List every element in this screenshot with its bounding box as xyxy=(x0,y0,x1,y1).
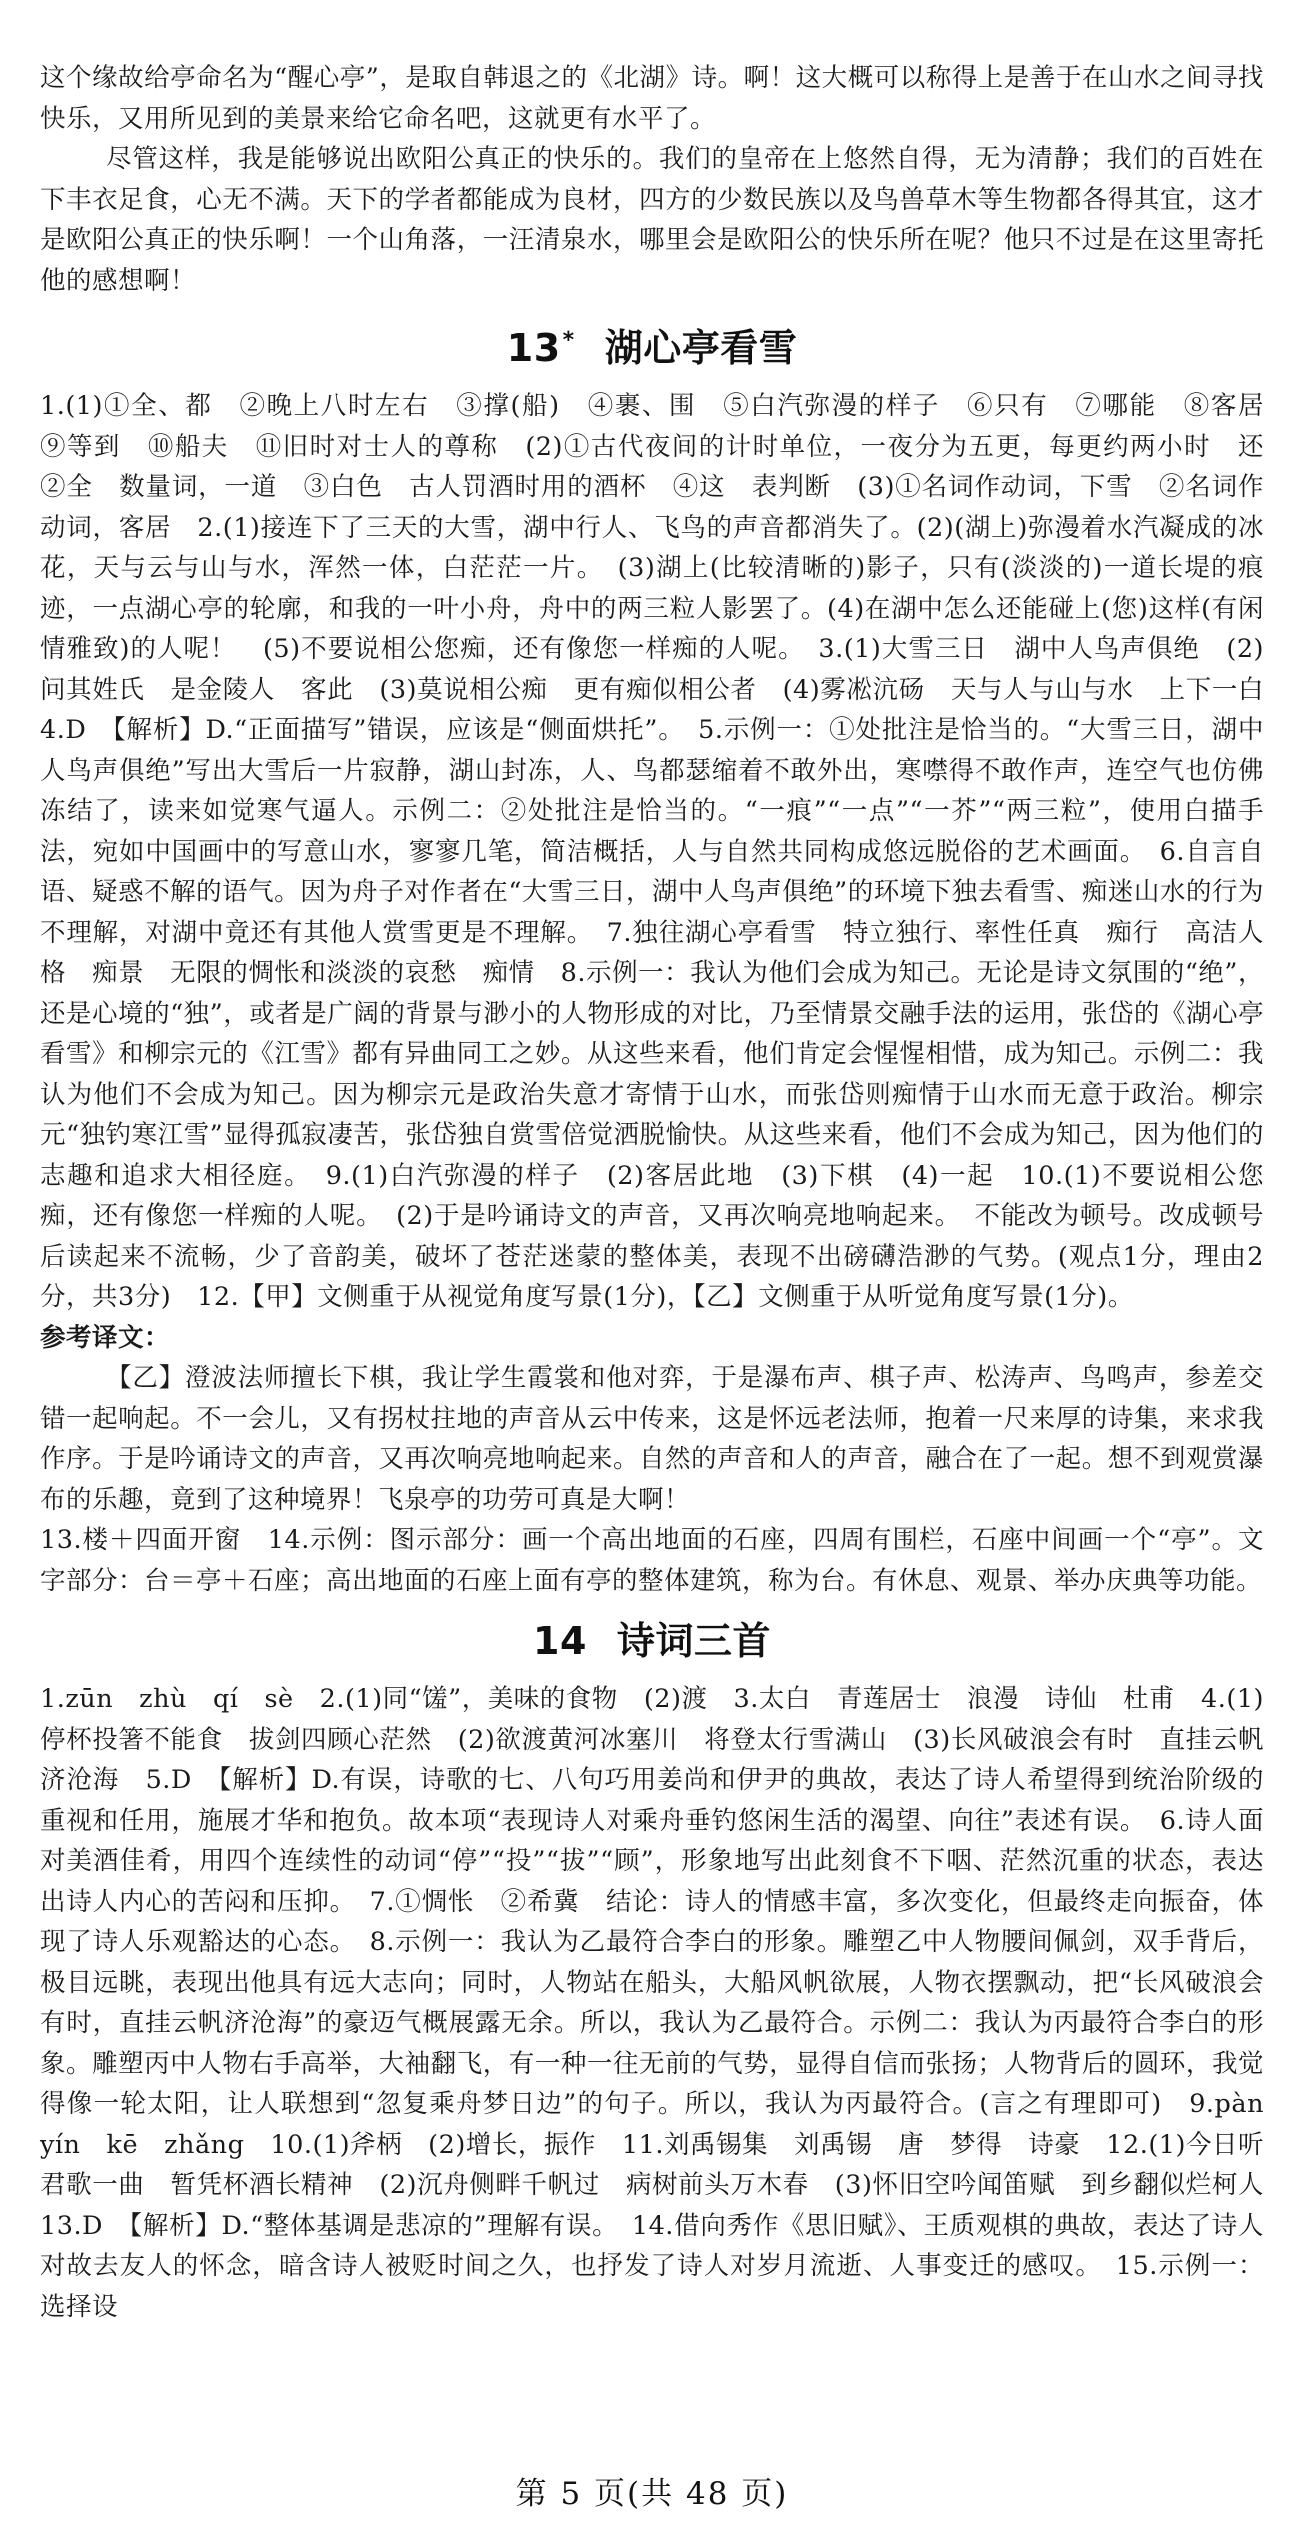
reference-translation-label: 参考译文： xyxy=(40,1322,171,1353)
section-13-tail-answers: 13.楼＋四面开窗 14.示例：图示部分：画一个高出地面的石座，四周有围栏，石座中间画一个“亭”。文字部分：台＝亭＋石座；高出地面的石座上面有亭的整体建筑，称为台。有休息、观景、举办庆典等功能。 xyxy=(40,1525,1264,1596)
section-13-number: 13* xyxy=(506,326,575,370)
intro-paragraph-2: 尽管这样，我是能够说出欧阳公真正的快乐的。我们的皇帝在上悠然自得，无为清静；我们的百姓在下丰衣足食，心无不满。天下的学者都能成为良材，四方的少数民族以及鸟兽草木等生物都各得其宜，这才是欧阳公真正的快乐啊！一个山角落，一汪清泉水，哪里会是欧阳公的快乐所在呢？他只不过是在这里寄托他的感想啊！ xyxy=(40,144,1264,296)
intro-paragraph-1: 这个缘故给亭命名为“醒心亭”，是取自韩退之的《北湖》诗。啊！这大概可以称得上是善于在山水之间寻找快乐，又用所见到的美景来给它命名吧，这就更有水平了。 xyxy=(40,63,1264,134)
section-13-answers: 1.(1)①全、都 ②晚上八时左右 ③撑(船) ④裹、围 ⑤白汽弥漫的样子 ⑥只有 ⑦哪能 ⑧客居 ⑨等到 ⑩船夫 ⑪旧时对士人的尊称 (2)①古代夜间的计时单位，一夜分为五更，每更约两小时 还 ②全 数量词，一道 ③白色 古人罚酒时用的酒杯 ④这 表判断 (3)①名词作动词，下雪 ②名词作动词，客居 2.(1)接连下了三天的大雪，湖中行人、飞鸟的声音都消失了。(2)(湖上)弥漫着水汽凝成的冰花，天与云与山与水，浑然一体，白茫茫一片。 (3)湖上(比较清晰的)影子，只有(淡淡的)一道长堤的痕迹，一点湖心亭的轮廓，和我的一叶小舟，舟中的两三粒人影罢了。(4)在湖中怎么还能碰上(您)这样(有闲情雅致)的人呢！ (5)不要说相公您痴，还有像您一样痴的人呢。 3.(1)大雪三日 湖中人鸟声俱绝 (2)问其姓氏 是金陵人 客此 (3)莫说相公痴 更有痴似相公者 (4)雾凇沆砀 天与人与山与水 上下一白 4.D 【解析】D.“正面描写”错误，应该是“侧面烘托”。 5.示例一：①处批注是恰当的。“大雪三日，湖中人鸟声俱绝”写出大雪后一片寂静，湖山封冻，人、鸟都瑟缩着不敢外出，寒噤得不敢作声，连空气也仿佛冻结了，读来如觉寒气逼人。示例二：②处批注是恰当的。“一痕”“一点”“一芥”“两三粒”，使用白描手法，宛如中国画中的写意山水，寥寥几笔，简洁概括，人与自然共同构成悠远脱俗的艺术画面。 6.自言自语、疑惑不解的语气。因为舟子对作者在“大雪三日，湖中人鸟声俱绝”的环境下独去看雪、痴迷山水的行为不理解，对湖中竟还有其他人赏雪更是不理解。 7.独往湖心亭看雪 特立独行、率性任真 痴行 高洁人格 痴景 无限的惆怅和淡淡的哀愁 痴情 8.示例一：我认为他们会成为知己。无论是诗文氛围的“绝”，还是心境的“独”，或者是广阔的背景与渺小的人物形成的对比，乃至情景交融手法的运用，张岱的《湖心亭看雪》和柳宗元的《江雪》都有异曲同工之妙。从这些来看，他们肯定会惺惺相惜，成为知己。示例二：我认为他们不会成为知己。因为柳宗元是政治失意才寄情于山水，而张岱则痴情于山水而无意于政治。柳宗元“独钓寒江雪”显得孤寂凄苦，张岱独自赏雪倍觉洒脱愉快。从这些来看，他们不会成为知己，因为他们的志趣和追求大相径庭。 9.(1)白汽弥漫的样子 (2)客居此地 (3)下棋 (4)一起 10.(1)不要说相公您痴，还有像您一样痴的人呢。 (2)于是吟诵诗文的声音，又再次响亮地响起来。 不能改为顿号。改成顿号后读起来不流畅，少了音韵美，破坏了苍茫迷蒙的整体美，表现不出磅礴浩渺的气势。(观点1分，理由2分，共3分) 12.【甲】文侧重于从视觉角度写景(1分)，【乙】文侧重于从听觉角度写景(1分)。 xyxy=(40,391,1291,1312)
section-14-number: 14 xyxy=(533,1619,587,1663)
page-footer: 第 5 页(共 48 页) xyxy=(515,2476,789,2512)
section-14-answers: 1.zūn zhù qí sè 2.(1)同“馐”，美味的食物 (2)渡 3.太白 青莲居士 浪漫 诗仙 杜甫 4.(1)停杯投箸不能食 拔剑四顾心茫然 (2)欲渡黄河冰塞川 将登太行雪满山 (3)长风破浪会有时 直挂云帆济沧海 5.D 【解析】D.有误，诗歌的七、八句巧用姜尚和伊尹的典故，表达了诗人希望得到统治阶级的重视和任用，施展才华和抱负。故本项“表现诗人对乘舟垂钓悠闲生活的渴望、向往”表述有误。 6.诗人面对美酒佳肴，用四个连续性的动词“停”“投”“拔”“顾”，形象地写出此刻食不下咽、茫然沉重的状态，表达出诗人内心的苦闷和压抑。 7.①惆怅 ②希冀 结论：诗人的情感丰富，多次变化，但最终走向振奋，体现了诗人乐观豁达的心态。 8.示例一：我认为乙最符合李白的形象。雕塑乙中人物腰间佩剑，双手背后，极目远眺，表现出他具有远大志向；同时，人物站在船头，大船风帆欲展，人物衣摆飘动，把“长风破浪会有时，直挂云帆济沧海”的豪迈气概展露无余。所以，我认为乙最符合。示例二：我认为丙最符合李白的形象。雕塑丙中人物右手高举，大袖翻飞，有一种一往无前的气势，显得自信而张扬；人物背后的圆环，我觉得像一轮太阳，让人联想到“忽复乘舟梦日边”的句子。所以，我认为丙最符合。(言之有理即可) 9.pàn yín kē zhǎng 10.(1)斧柄 (2)增长，振作 11.刘禹锡集 刘禹锡 唐 梦得 诗豪 12.(1)今日听君歌一曲 暂凭杯酒长精神 (2)沉舟侧畔千帆过 病树前头万木春 (3)怀旧空吟闻笛赋 到乡翻似烂柯人 13.D 【解析】D.“整体基调是悲凉的”理解有误。 14.借向秀作《思旧赋》、王质观棋的典故，表达了诗人对故去友人的怀念，暗含诗人被贬时间之久，也抒发了诗人对岁月流逝、人事变迁的感叹。 15.示例一：选择设 xyxy=(40,1684,1291,2322)
section-13-mark: * xyxy=(562,328,575,353)
section-14-heading xyxy=(40,1603,1264,1679)
section-13-title: 湖心亭看雪 xyxy=(604,326,798,370)
section-14-title: 诗词三首 xyxy=(616,1619,771,1663)
reference-translation-text: 【乙】澄波法师擅长下棋，我让学生霞裳和他对弈，于是瀑布声、棋子声、松涛声、鸟鸣声，参差交错一起响起。不一会儿，又有拐杖拄地的声音从云中传来，这是怀远老法师，抱着一尺来厚的诗集，来求我作序。于是吟诵诗文的声音，又再次响亮地响起来。自然的声音和人的声音，融合在了一起。想不到观赏瀑布的乐趣，竟到了这种境界！飞泉亭的功劳可真是大啊！ xyxy=(40,1363,1264,1515)
section-13-heading xyxy=(40,303,1264,386)
answer-page xyxy=(40,58,1291,2327)
